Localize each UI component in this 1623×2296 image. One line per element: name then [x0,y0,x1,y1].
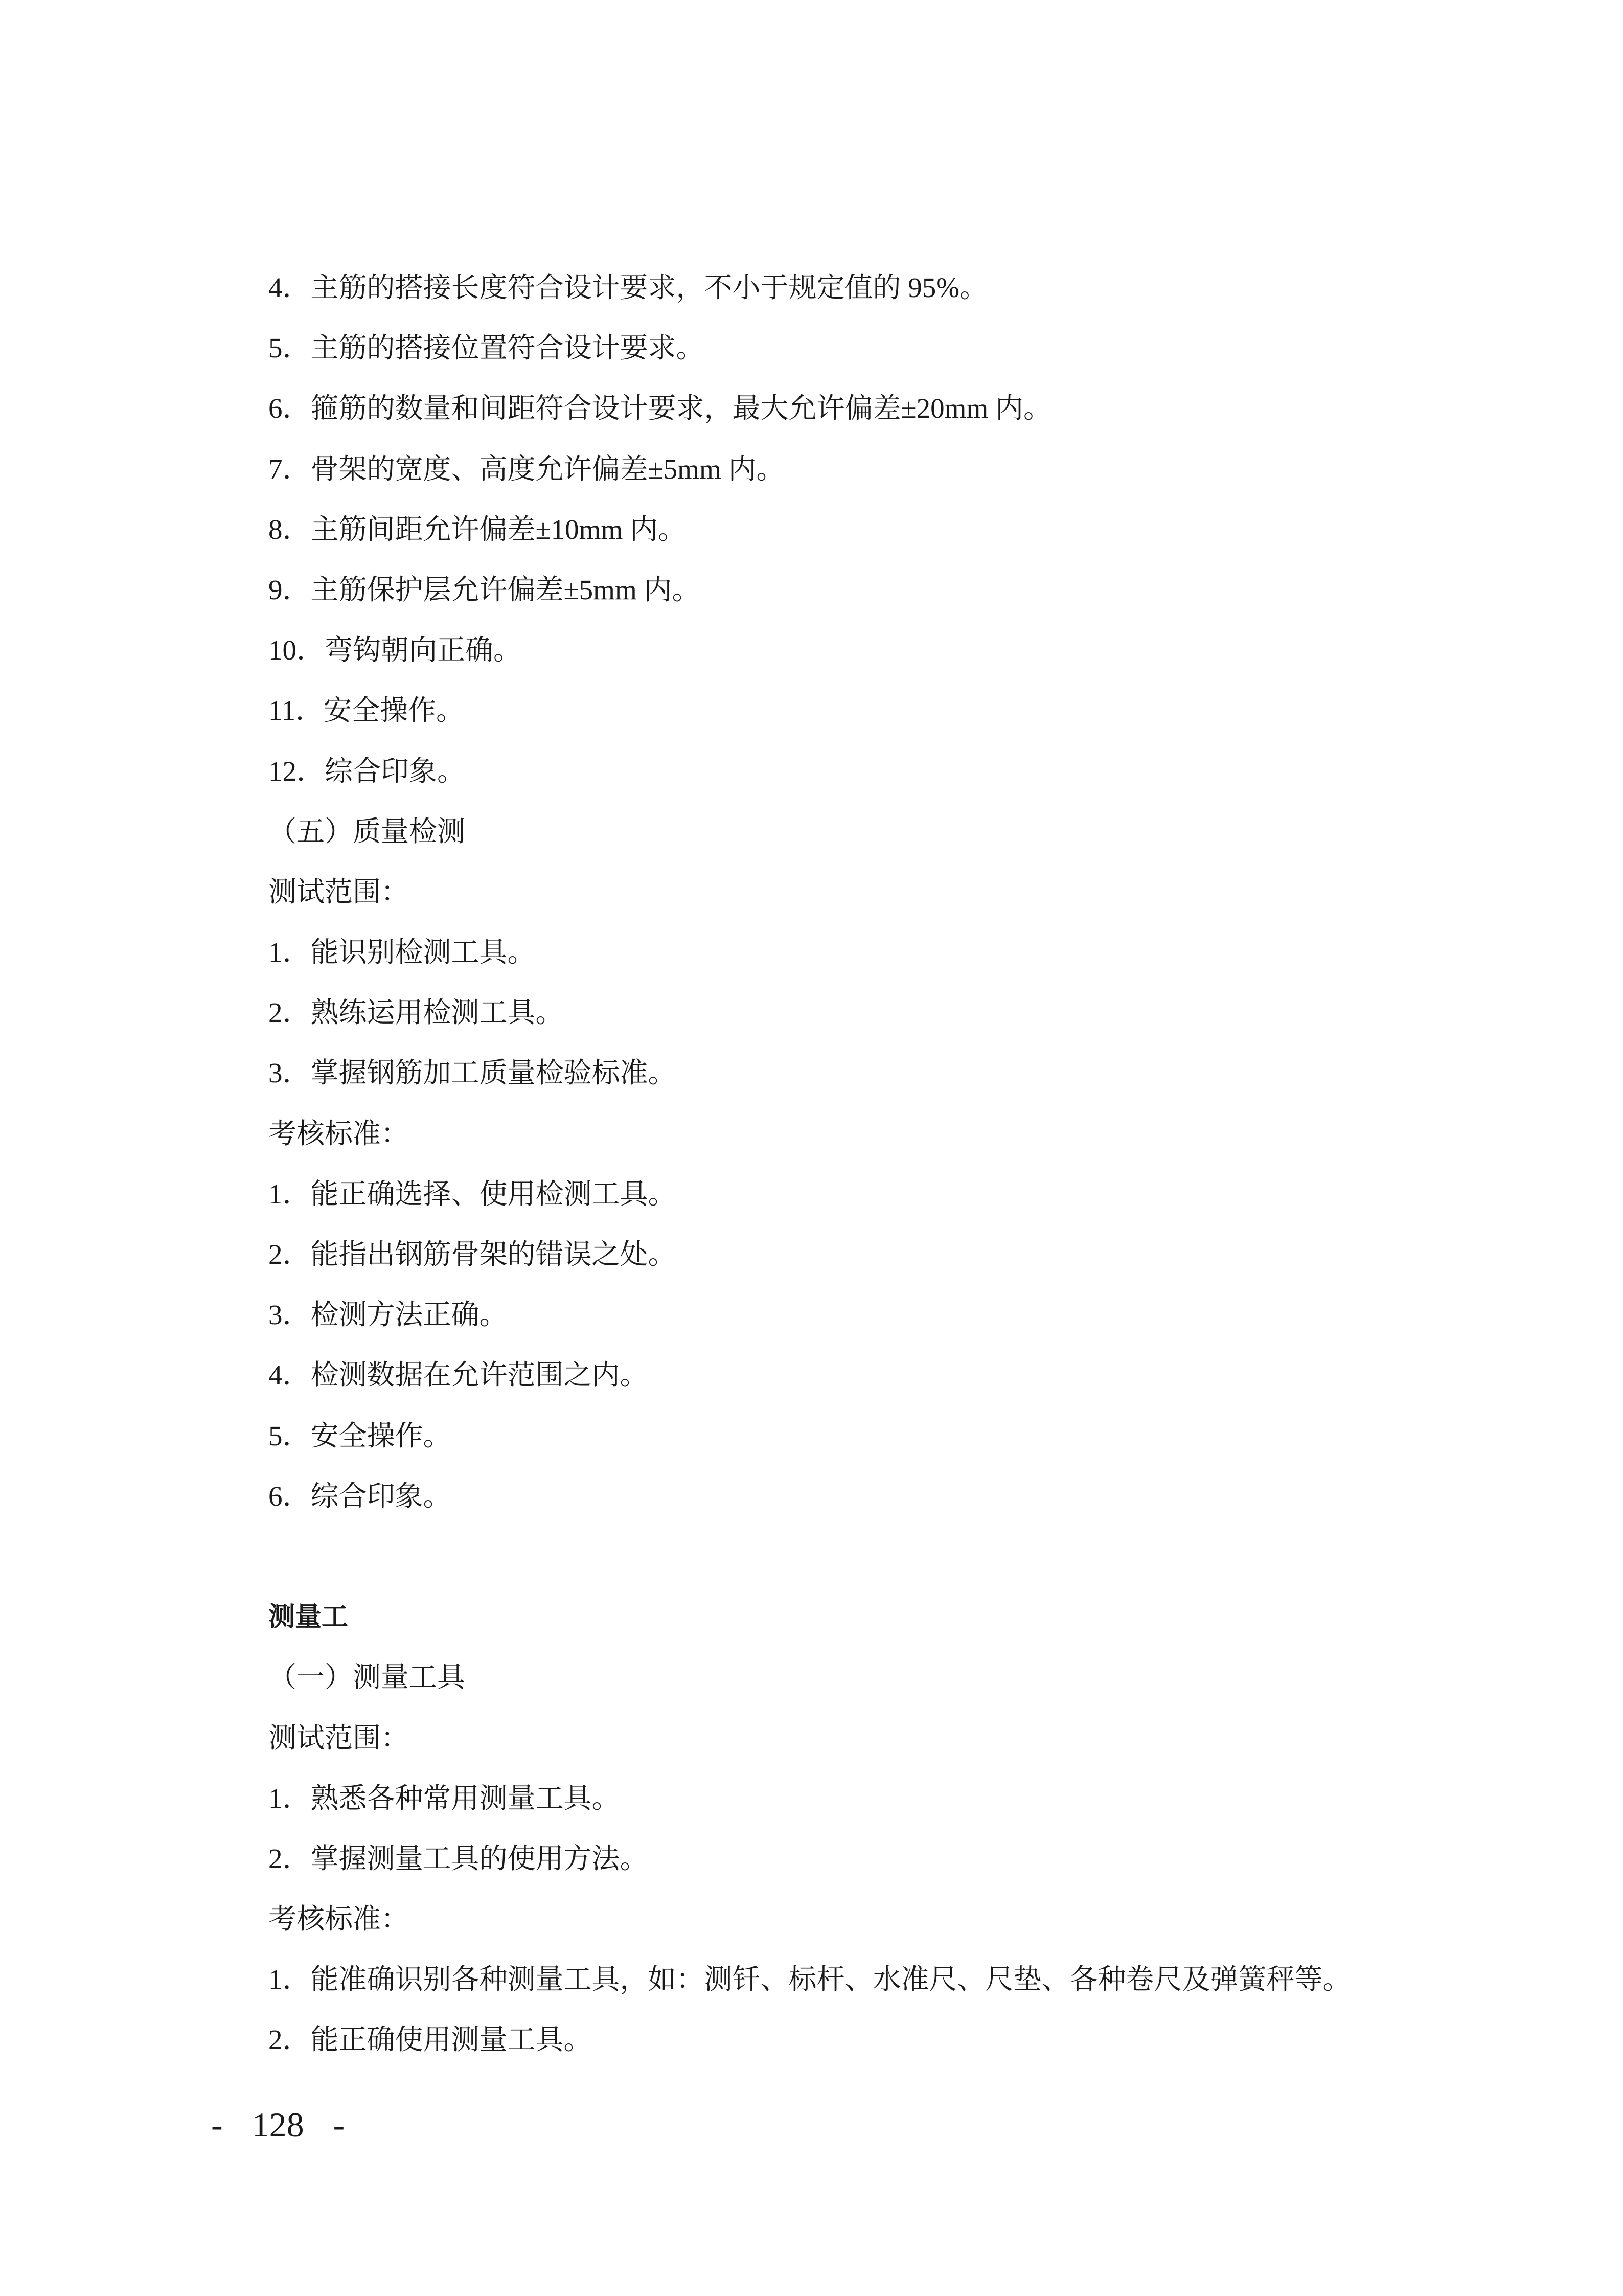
list-item: 2．能正确使用测量工具。 [268,2024,592,2056]
list-item: 7．骨架的宽度、高度允许偏差±5mm 内。 [268,453,785,485]
list-item: 2．熟练运用检测工具。 [268,997,564,1029]
list-item: 1．熟悉各种常用测量工具。 [268,1782,620,1814]
list-item: 3．掌握钢筋加工质量检验标准。 [268,1057,676,1089]
trade-title: 测量工 [268,1602,349,1633]
page-content [268,258,1546,2071]
page-number: - 128 - [211,2105,345,2144]
scope-label: 测试范围： [268,1722,409,1754]
list-item: 6．综合印象。 [268,1480,451,1512]
criteria-label: 考核标准： [268,1118,409,1149]
list-item: 12．综合印象。 [268,755,466,787]
list-item: 8．主筋间距允许偏差±10mm 内。 [268,513,686,545]
scope-label: 测试范围： [268,876,409,907]
list-item: 6．箍筋的数量和间距符合设计要求，最大允许偏差±20mm 内。 [268,393,1051,424]
list-item: 1．能正确选择、使用检测工具。 [268,1178,676,1210]
list-item: 1．能准确识别各种测量工具，如：测钎、标杆、水准尺、尺垫、各种卷尺及弹簧秤等。 [268,1964,1351,1995]
list-item: 3．检测方法正确。 [268,1299,508,1331]
list-item: 9．主筋保护层允许偏差±5mm 内。 [268,574,700,605]
spacer [268,1527,1546,1587]
list-item: 5．主筋的搭接位置符合设计要求。 [268,332,704,364]
list-item: 2．能指出钢筋骨架的错误之处。 [268,1239,676,1270]
list-item: 2．掌握测量工具的使用方法。 [268,1843,648,1874]
section-heading: （一）测量工具 [268,1662,466,1693]
criteria-label: 考核标准： [268,1903,409,1935]
list-item: 4．检测数据在允许范围之内。 [268,1359,648,1391]
list-item: 5．安全操作。 [268,1420,451,1451]
list-item: 1．能识别检测工具。 [268,937,536,968]
list-item: 4．主筋的搭接长度符合设计要求，不小于规定值的 95%。 [268,272,988,303]
list-item: 11．安全操作。 [268,695,464,726]
section-heading: （五）质量检测 [268,815,466,847]
list-item: 10．弯钩朝向正确。 [268,634,522,666]
